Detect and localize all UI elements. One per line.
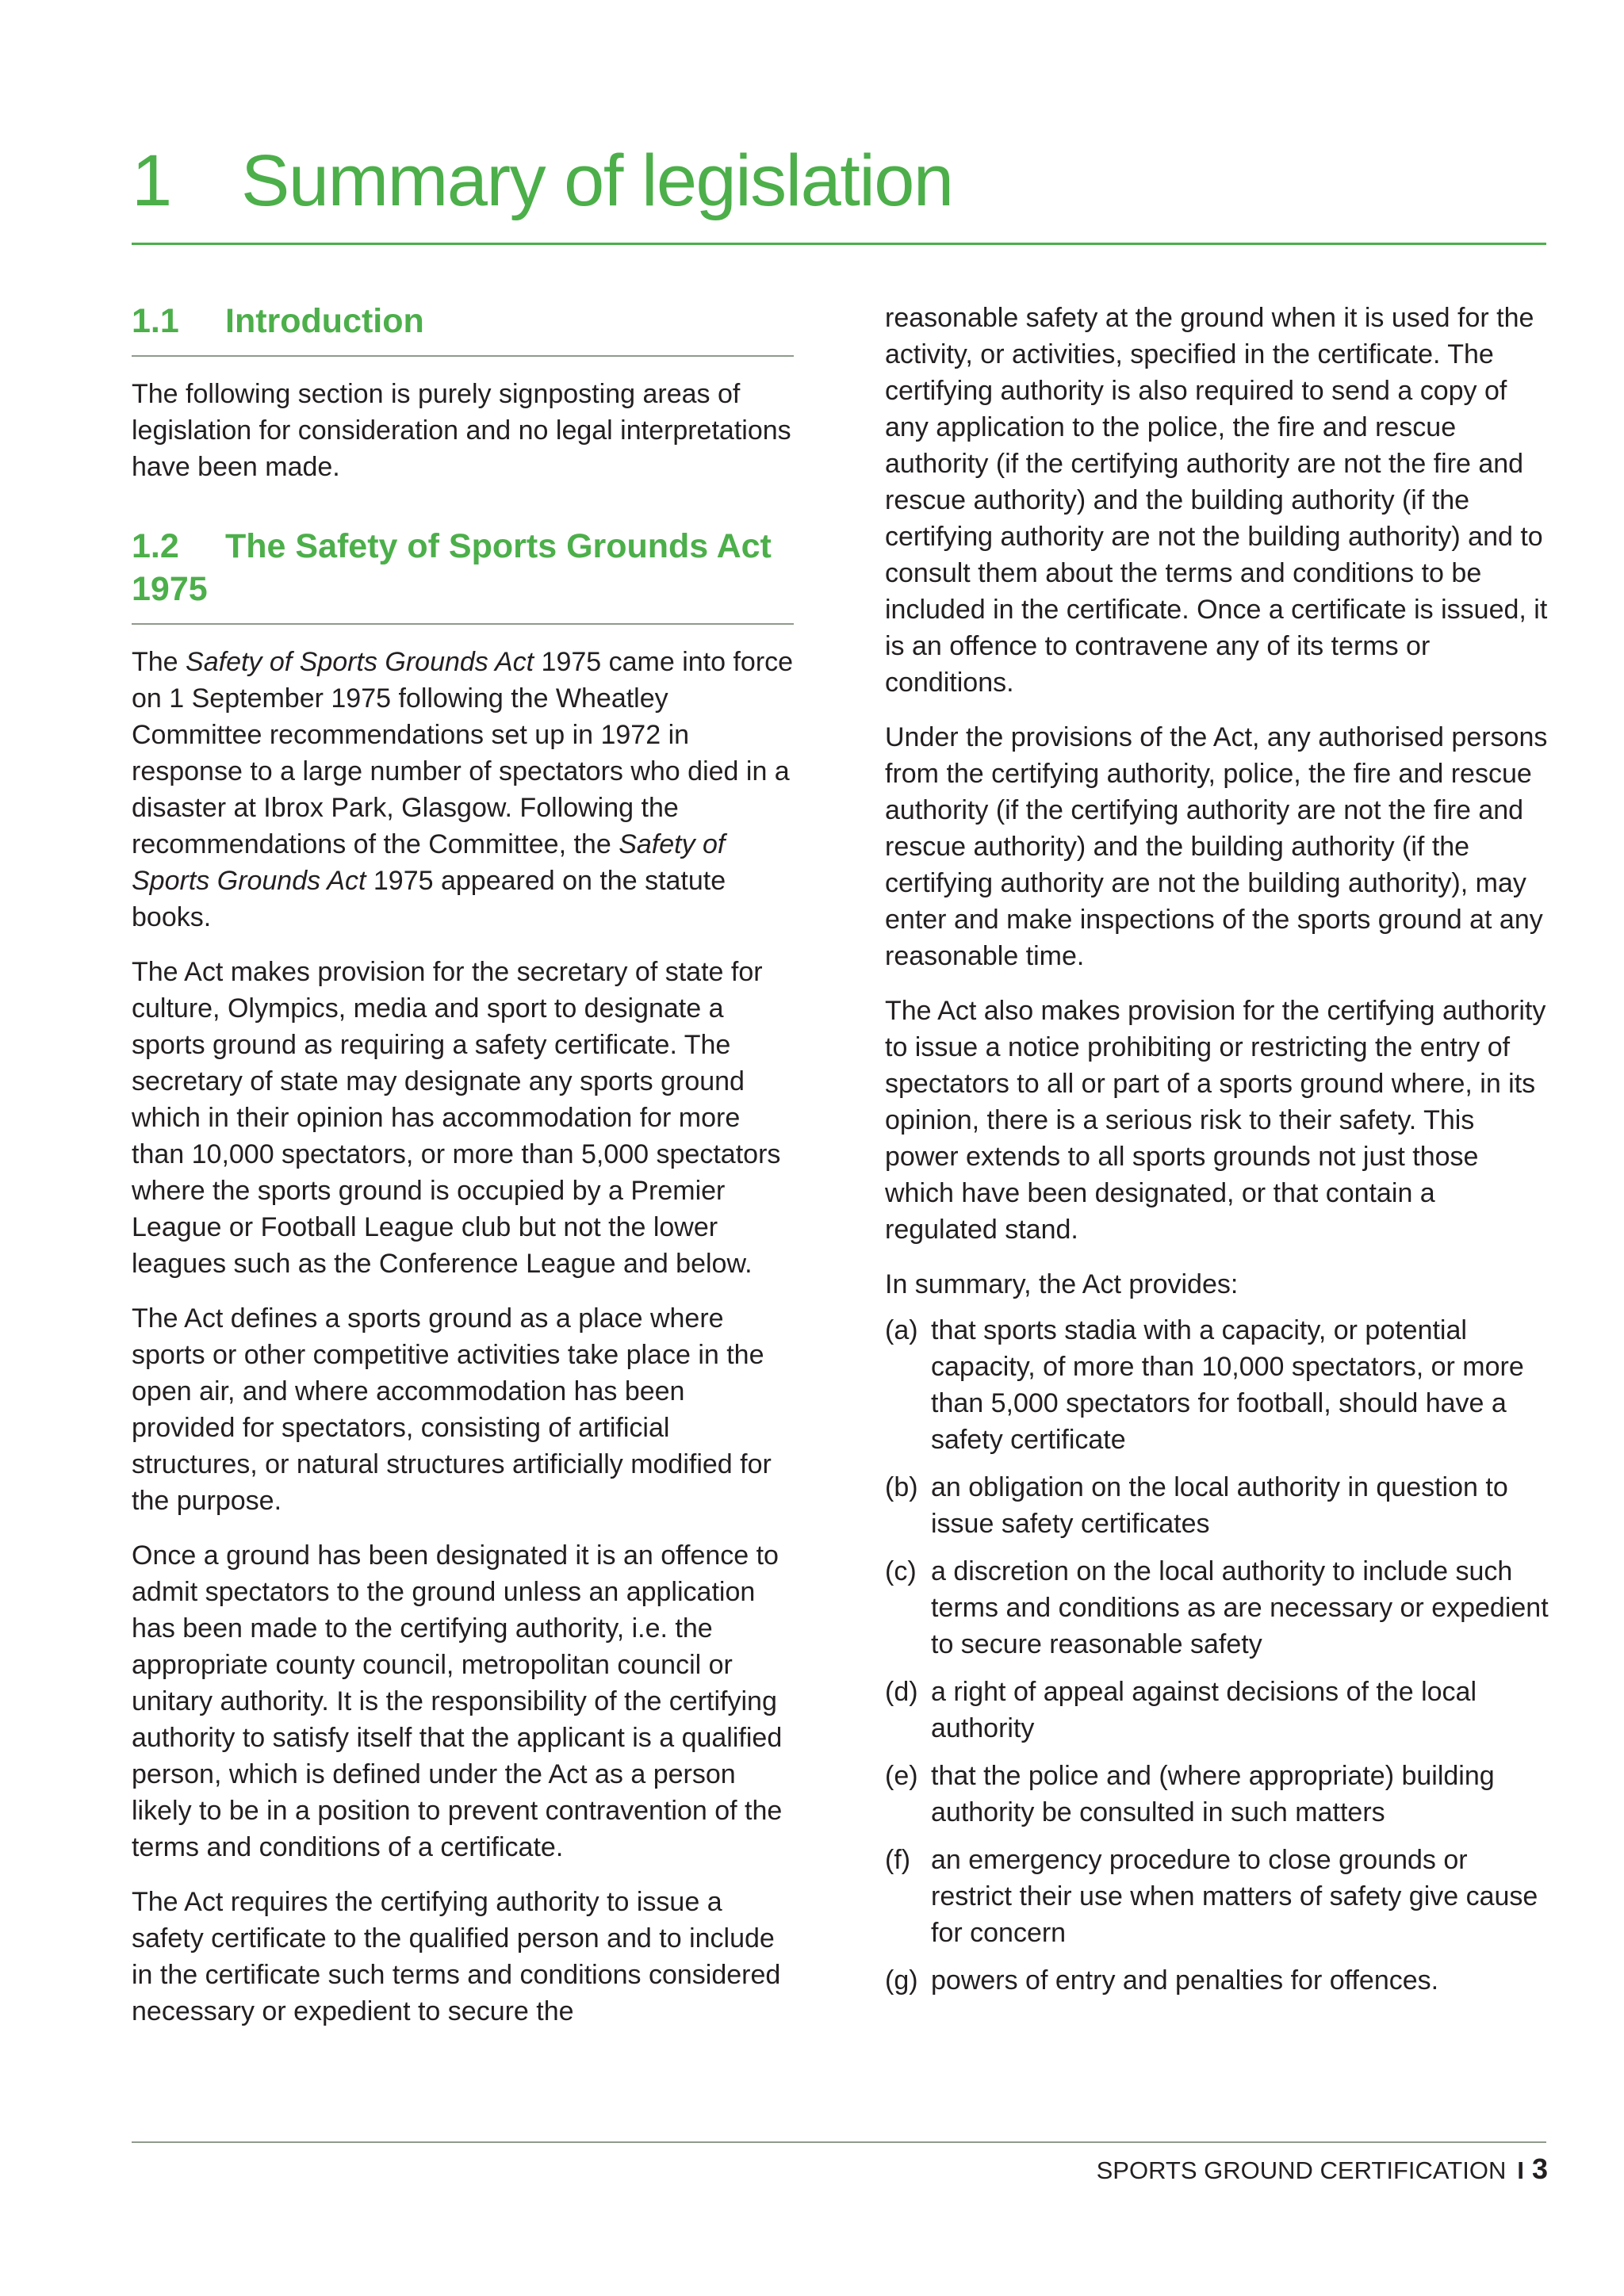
list-item-text: powers of entry and penalties for offences.	[931, 1965, 1439, 1996]
footer-separator: I	[1517, 2156, 1524, 2184]
list-item	[885, 1842, 1551, 1951]
list-item-marker: (f)	[885, 1845, 911, 1875]
section-heading-introduction: 1.1 Introduction	[132, 302, 424, 340]
list-item-text: an emergency procedure to close grounds or restrict their use when matters of safety give cause for concern	[931, 1845, 1538, 1948]
paragraph-continuation: reasonable safety at the ground when it is used for the activity, or activities, specified in the certificate. The certifying authority is also required to send a copy of any application to the police, the fire and rescue authority (if the certifying authority are not the fire and rescue authority) and the building authority (if the certifying authority are not the building authority) and to consult them about the terms and conditions to be included in the certificate. Once a certificate is issued, it is an offence to contravene any of its terms or conditions.	[885, 303, 1548, 698]
list-item-text: an obligation on the local authority in question to issue safety certificates	[931, 1472, 1508, 1539]
paragraph: The Act also makes provision for the certifying authority to issue a notice prohibiting or restricting the entry of spectators to all or part of a sports ground where, in its opinion, there is a serious risk to their safety. This power extends to all sports grounds not just those which have been designated, or that contain a regulated stand.	[885, 996, 1546, 1245]
list-item	[885, 1758, 1551, 1831]
page-number: 3	[1531, 2152, 1548, 2185]
paragraph: Under the provisions of the Act, any authorised persons from the certifying authority, police, the fire and rescue authority (if the certifying authority are not the fire and rescue authority) and the building authority (if the certifying authority are not the building authority), may enter and make inspections of the sports ground at any reasonable time.	[885, 722, 1548, 971]
list-item-marker: (d)	[885, 1677, 918, 1707]
paragraph: The Safety of Sports Grounds Act 1975 came into force on 1 September 1975 following the Wheatley Committee recommendations set up in 1972 in response to a large number of spectators who died in a disaster at Ibrox Park, Glasgow. Following the recommendations of the Committee, the Safety of Sports Grounds Act 1975 appeared on the statute books.	[132, 647, 794, 932]
section-divider	[132, 623, 794, 625]
list-item-marker: (g)	[885, 1965, 918, 1996]
list-item-marker: (c)	[885, 1556, 917, 1586]
footer-divider	[132, 2141, 1546, 2143]
list-item-marker: (b)	[885, 1472, 918, 1502]
section-divider	[132, 355, 794, 357]
summary-list	[885, 1312, 1551, 1999]
chapter-title-text: Summary of legislation	[241, 140, 953, 221]
paragraph: The Act defines a sports ground as a place where sports or other competitive activities take place in the open air, and where accommodation has been provided for spectators, consisting of artificial structures, or natural structures artificially modified for the purpose.	[132, 1303, 772, 1516]
page-footer	[1097, 2153, 1548, 2187]
list-item-marker: (e)	[885, 1761, 918, 1791]
list-item	[885, 1674, 1551, 1747]
list-item-marker: (a)	[885, 1315, 918, 1345]
paragraph-continued: The Act requires the certifying authority to issue a safety certificate to the qualified person and to include in the certificate such terms and conditions considered necessary or expedient to secure the	[132, 1887, 781, 2026]
list-item	[885, 1553, 1551, 1663]
list-item-text: that the police and (where appropriate) building authority be consulted in such matters	[931, 1761, 1495, 1827]
list-item	[885, 1312, 1551, 1458]
left-column	[132, 300, 794, 2048]
right-column	[885, 300, 1551, 2010]
paragraph: In summary, the Act provides:	[885, 1269, 1239, 1299]
list-item-text: a discretion on the local authority to include such terms and conditions as are necessary or expedient to secure reasonable safety	[931, 1556, 1549, 1659]
list-item-text: a right of appeal against decisions of the local authority	[931, 1677, 1477, 1743]
footer-title: SPORTS GROUND CERTIFICATION	[1096, 2156, 1507, 2184]
list-item	[885, 1962, 1551, 1999]
paragraph: The following section is purely signposting areas of legislation for consideration and no legal interpretations have been made.	[132, 379, 791, 482]
chapter-divider	[132, 243, 1546, 245]
paragraph: Once a ground has been designated it is an offence to admit spectators to the ground unless an application has been made to the certifying authority, i.e. the appropriate county council, metropolitan council or unitary authority. It is the responsibility of the certifying authority to satisfy itself that the applicant is a qualified person, which is defined under the Act as a person likely to be in a position to prevent contravention of the terms and conditions of a certificate.	[132, 1540, 783, 1862]
chapter-number: 1	[132, 140, 171, 221]
chapter-title	[132, 133, 1546, 228]
list-item-text: that sports stadia with a capacity, or potential capacity, of more than 10,000 spectators, or more than 5,000 spectators for football, should have a safety certificate	[931, 1315, 1524, 1455]
section-heading-safety-act: 1.2 The Safety of Sports Grounds Act 1975	[132, 527, 772, 608]
paragraph: The Act makes provision for the secretary of state for culture, Olympics, media and sport to designate a sports ground as requiring a safety certificate. The secretary of state may designate any sports ground which in their opinion has accommodation for more than 10,000 spectators, or more than 5,000 spectators where the sports ground is occupied by a Premier League or Football League club but not the lower leagues such as the Conference League and below.	[132, 957, 781, 1279]
list-item	[885, 1469, 1551, 1542]
